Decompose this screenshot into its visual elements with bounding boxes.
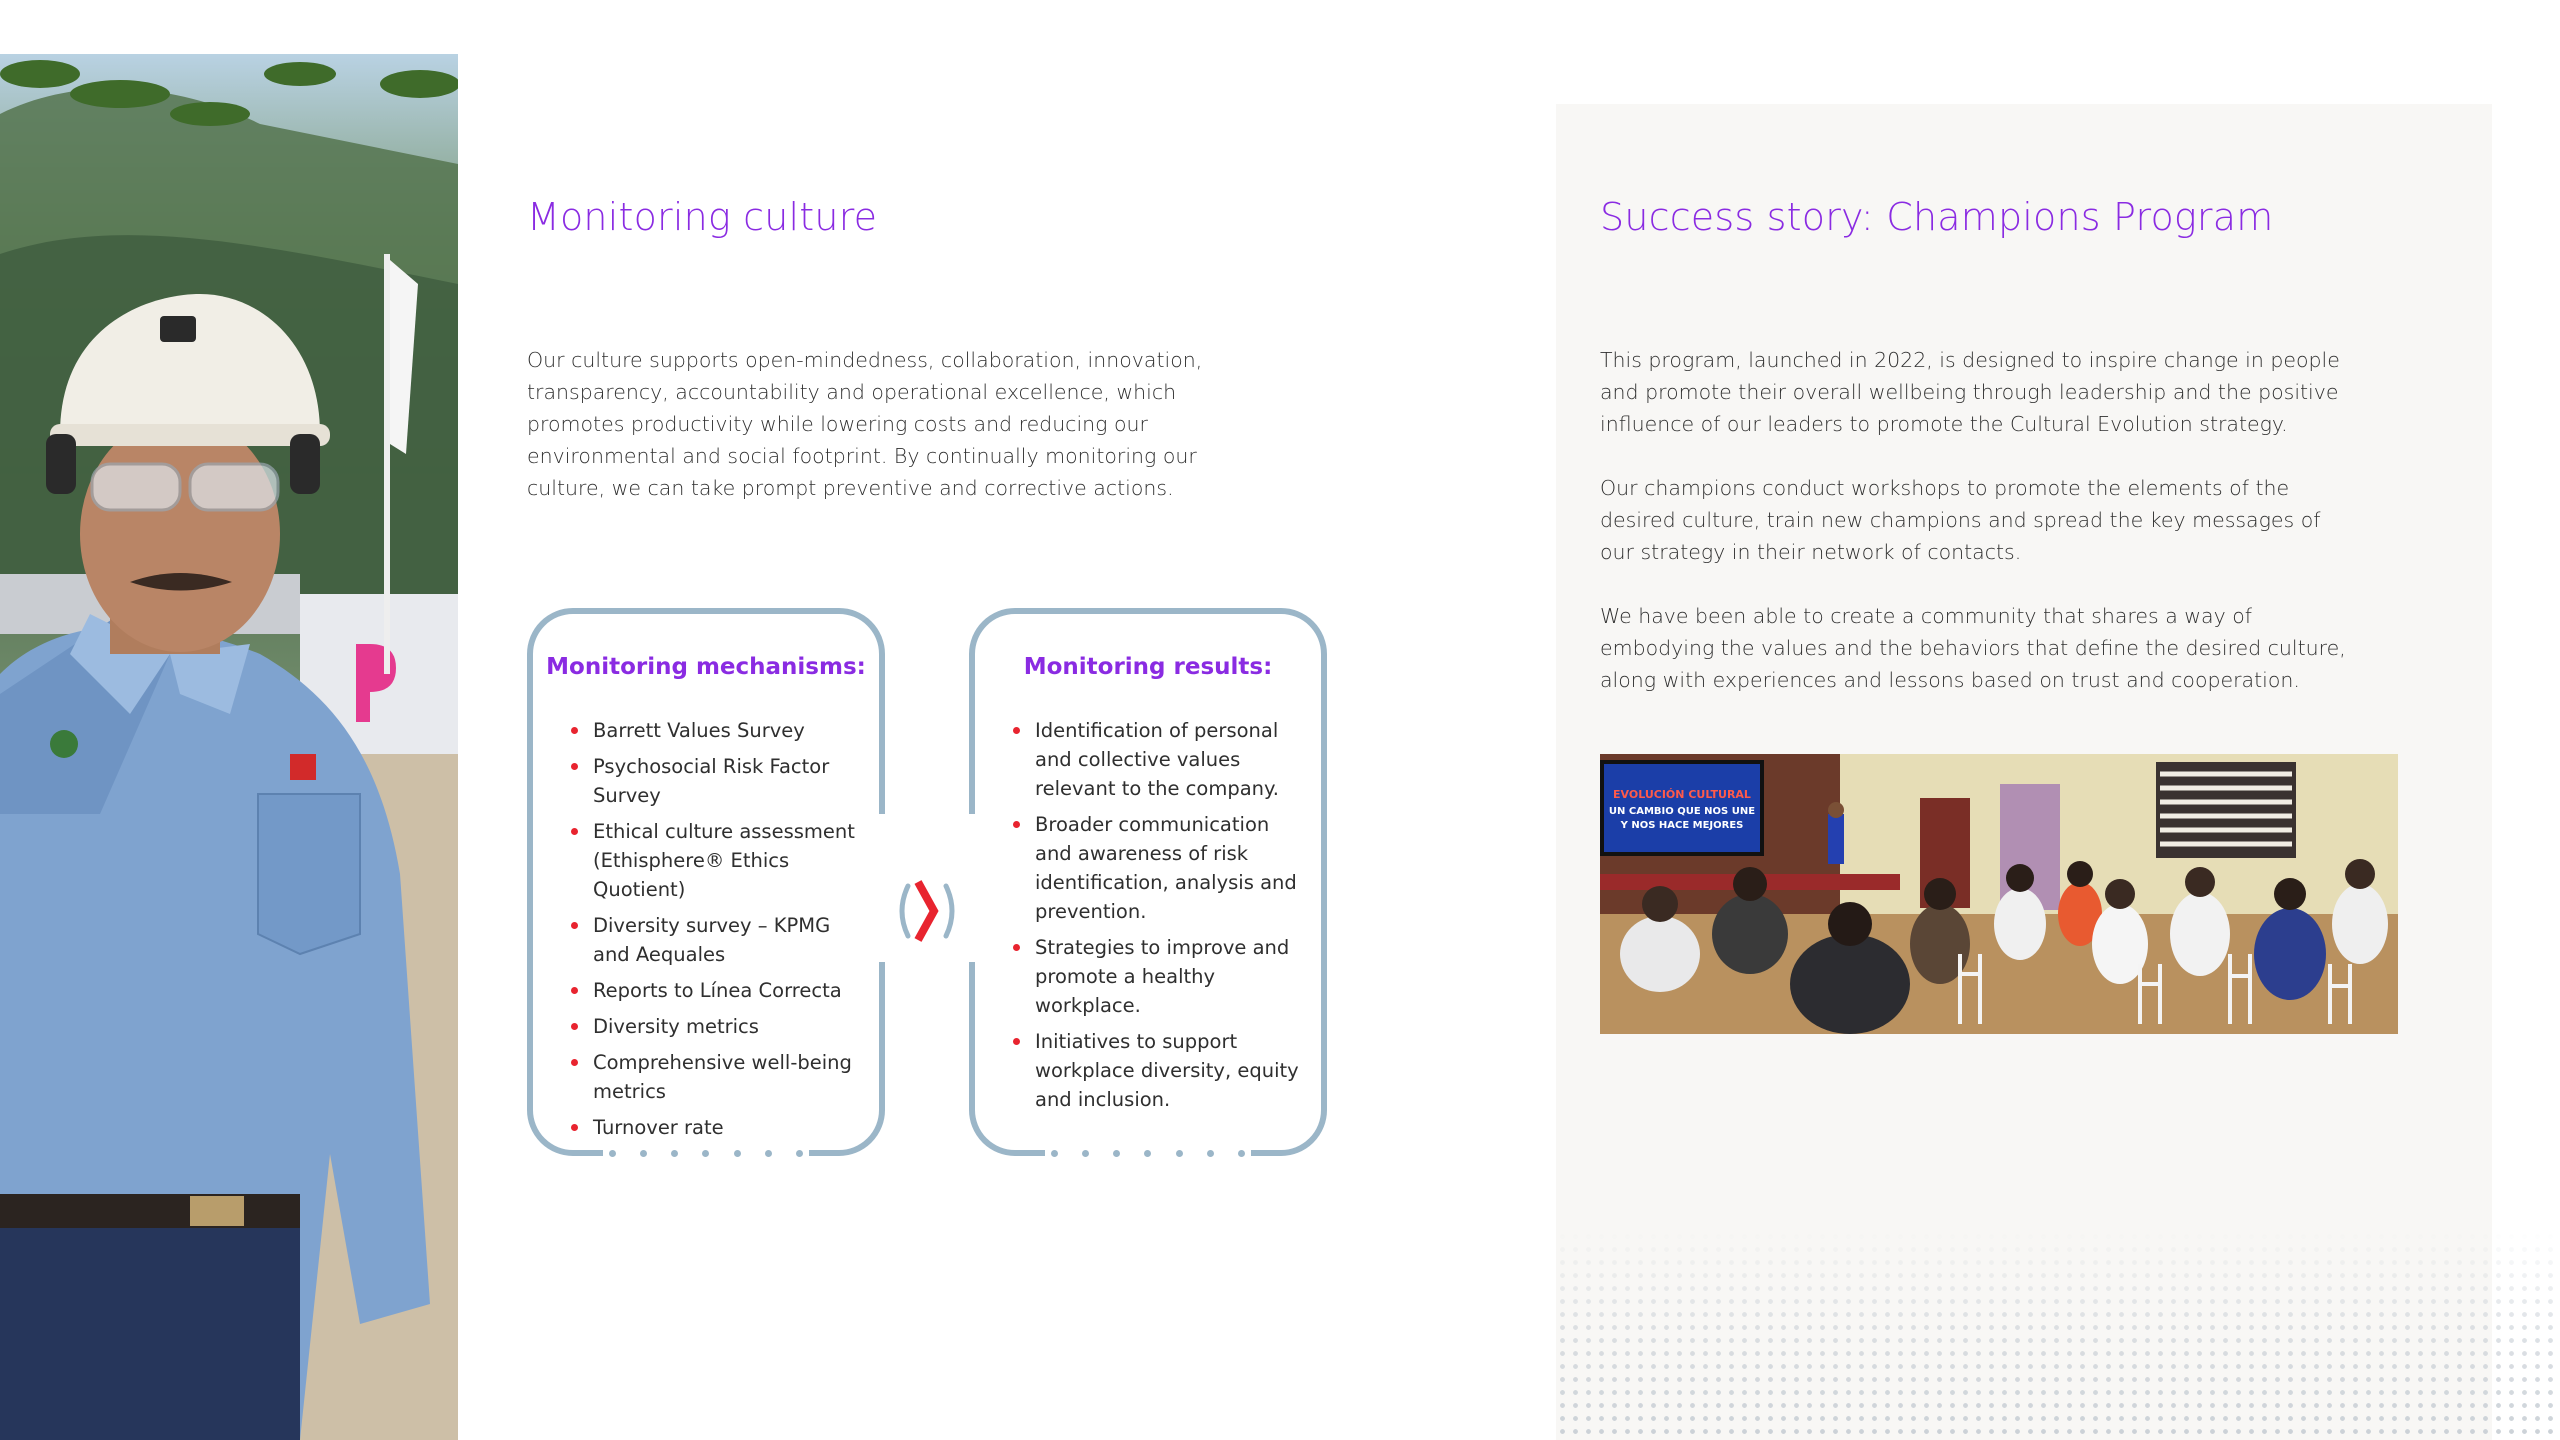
monitoring-mechanisms-title: Monitoring mechanisms: — [546, 654, 866, 680]
success-story-title: Success story: Champions Program — [1600, 195, 2274, 239]
monitoring-results-title: Monitoring results: — [1023, 654, 1273, 680]
success-story-paragraph: We have been able to create a community that shares a way of embodying the values and the behaviors that define the desired culture, along with experiences and lessons based on trust and cooperation. — [1600, 604, 2346, 692]
list-item: Diversity metrics — [571, 1012, 861, 1041]
list-item: Reports to Línea Correcta — [571, 976, 861, 1005]
chevron-right-icon — [898, 876, 956, 946]
worker-photo — [0, 54, 458, 1440]
monitoring-culture-text — [527, 344, 1247, 504]
screen-text: UN CAMBIO QUE NOS UNE — [1608, 806, 1756, 817]
success-story-paragraph: This program, launched in 2022, is designed to inspire change in people and promote their overall wellbeing through leadership and the positive influence of our leaders to promote the Cultural Evolution strategy. — [1600, 348, 2340, 436]
box-dots — [609, 1150, 803, 1156]
monitoring-mechanisms-box — [527, 608, 885, 1156]
box-dots — [1051, 1150, 1245, 1156]
screen-text: EVOLUCIÓN CULTURAL — [1613, 788, 1751, 801]
list-item: Diversity survey – KPMG and Aequales — [571, 911, 861, 969]
list-item: Initiatives to support workplace diversity, equity and inclusion. — [1013, 1027, 1303, 1114]
success-story-paragraph: Our champions conduct workshops to promote the elements of the desired culture, train new champions and spread the key messages of our strategy in their network of contacts. — [1600, 476, 2321, 564]
workshop-photo — [1600, 754, 2398, 1034]
list-item: Psychosocial Risk Factor Survey — [571, 752, 861, 810]
monitoring-mechanisms-list — [571, 716, 861, 1149]
list-item: Ethical culture assessment (Ethisphere® Ethics Quotient) — [571, 817, 861, 904]
monitoring-culture-title: Monitoring culture — [527, 195, 878, 239]
list-item: Turnover rate — [571, 1113, 861, 1142]
list-item: Broader communication and awareness of risk identification, analysis and prevention. — [1013, 810, 1303, 926]
monitoring-results-list — [1013, 716, 1303, 1121]
success-story-text — [1600, 344, 2350, 696]
list-item: Barrett Values Survey — [571, 716, 861, 745]
monitoring-results-box — [969, 608, 1327, 1156]
monitoring-culture-paragraph: Our culture supports open-mindedness, collaboration, innovation, transparency, accountability and operational excellence, which promotes productivity while lowering costs and reducing our environmental and social footprint. By continually monitoring our culture, we can take prompt preventive and corrective actions. — [527, 348, 1203, 500]
screen-text: Y NOS HACE MEJORES — [1620, 820, 1744, 831]
list-item: Identification of personal and collective values relevant to the company. — [1013, 716, 1303, 803]
halftone-decoration — [1556, 1230, 2560, 1440]
list-item: Comprehensive well-being metrics — [571, 1048, 861, 1106]
list-item: Strategies to improve and promote a healthy workplace. — [1013, 933, 1303, 1020]
